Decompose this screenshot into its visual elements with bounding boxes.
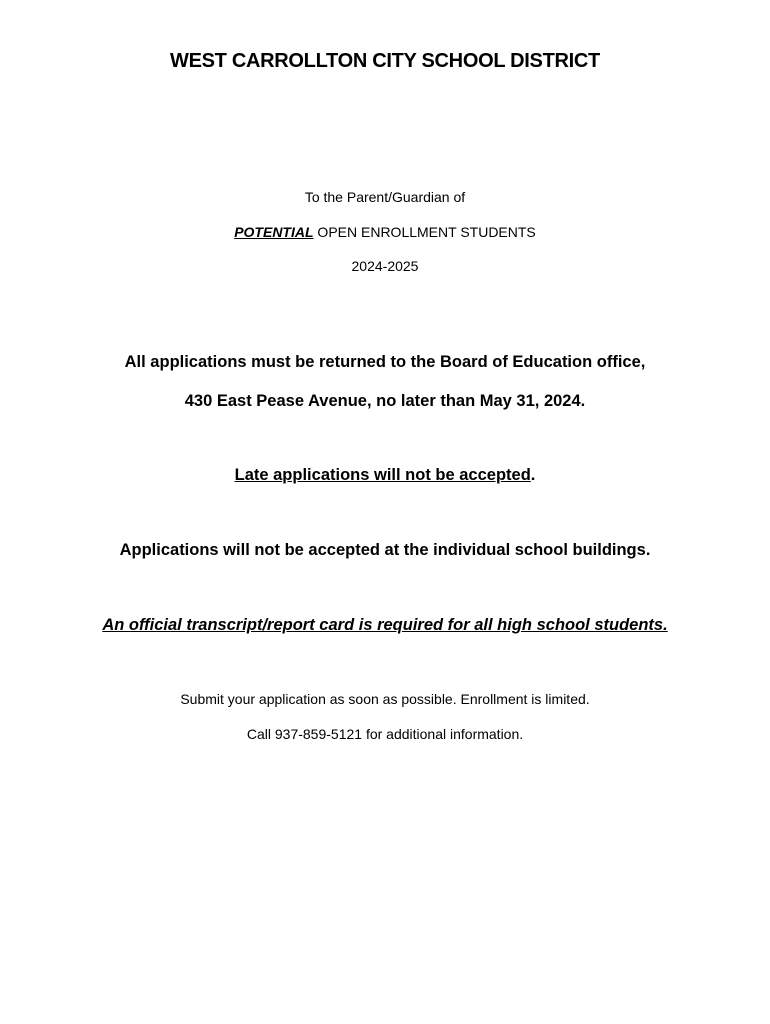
buildings-notice: Applications will not be accepted at the individual school buildings. xyxy=(119,541,651,559)
salutation: To the Parent/Guardian of xyxy=(304,189,466,205)
district-title: WEST CARROLLTON CITY SCHOOL DISTRICT xyxy=(170,50,600,72)
late-notice-period: . xyxy=(530,466,536,484)
deadline-line-2: 430 East Pease Avenue, no later than May 31, 2024. xyxy=(184,392,586,410)
late-notice-line xyxy=(0,466,770,485)
audience-rest: OPEN ENROLLMENT STUDENTS xyxy=(313,224,536,240)
submit-notice: Submit your application as soon as possible. Enrollment is limited. xyxy=(180,691,590,707)
audience-emphasis: POTENTIAL xyxy=(234,224,314,240)
late-notice: Late applications will not be accepted xyxy=(234,466,531,484)
transcript-notice: An official transcript/report card is required for all high school students. xyxy=(102,616,668,634)
deadline-line-1: All applications must be returned to the Board of Education office, xyxy=(124,353,646,371)
school-year: 2024-2025 xyxy=(351,258,419,274)
contact-notice: Call 937-859-5121 for additional information. xyxy=(246,726,524,742)
audience-line xyxy=(0,224,770,240)
